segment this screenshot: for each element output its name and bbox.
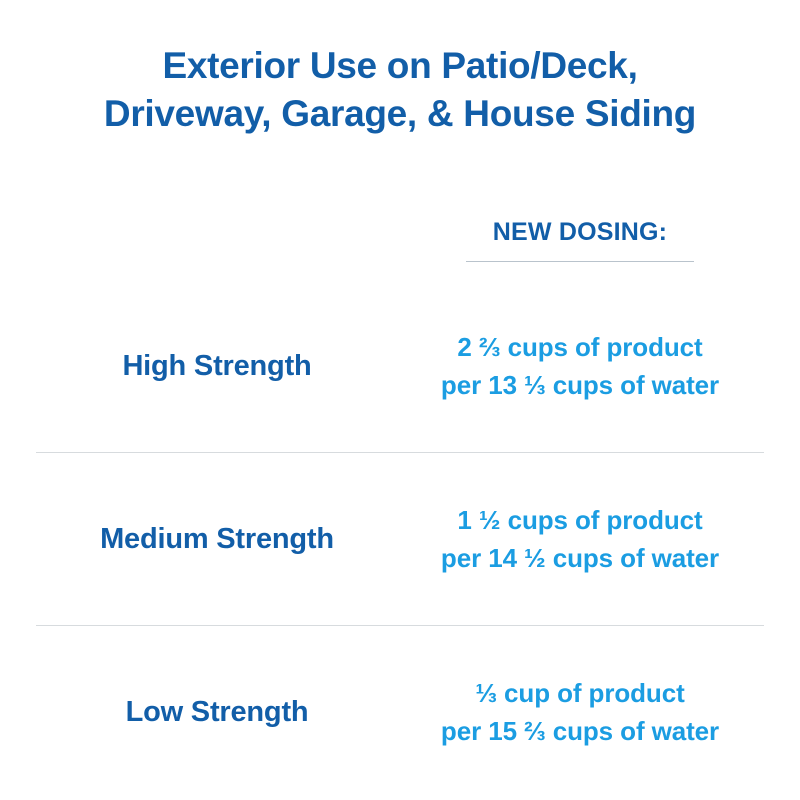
title-line-1: Exterior Use on Patio/Deck, [162, 45, 638, 86]
table-row [0, 280, 800, 452]
strength-label: Low Strength [125, 695, 309, 728]
dose-value [400, 501, 800, 578]
strength-label: Medium Strength [100, 522, 334, 555]
dose-line-2: per 14 ½ cups of water [440, 543, 720, 573]
dose-value [400, 674, 800, 751]
dosing-header [400, 218, 760, 262]
title-line-2: Driveway, Garage, & House Siding [103, 93, 697, 135]
dose-line-2: per 15 ⅔ cups of water [440, 716, 720, 746]
table-row [0, 453, 800, 625]
page-title [0, 0, 800, 138]
dosing-table [0, 280, 800, 798]
dosing-header-label: NEW DOSING: [492, 218, 668, 246]
dose-value [400, 328, 800, 405]
dose-line-1: ⅓ cup of product [475, 677, 685, 708]
dose-line-1: 1 ½ cups of product [457, 504, 703, 535]
dose-line-1: 2 ⅔ cups of product [457, 331, 703, 362]
strength-label: High Strength [122, 349, 312, 382]
table-row [0, 626, 800, 798]
dosing-header-divider [466, 261, 694, 262]
dose-line-2: per 13 ⅓ cups of water [440, 370, 720, 400]
